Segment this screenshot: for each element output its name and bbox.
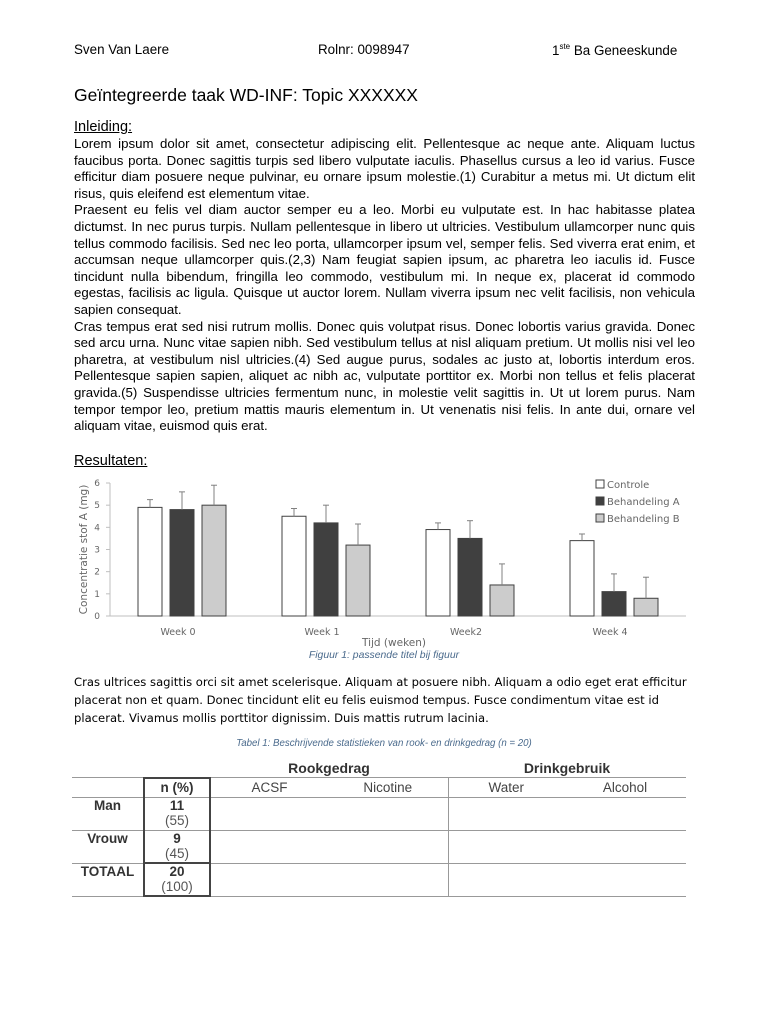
bar-controle-2 (426, 530, 450, 616)
legend-swatch (596, 480, 604, 488)
bar-behandeling-a-3 (602, 592, 626, 616)
x-tick-label: Week2 (449, 627, 483, 638)
bar-controle-3 (570, 541, 594, 616)
y-tick-label: 5 (94, 501, 100, 512)
bar-controle-1 (282, 516, 306, 616)
n-value: 9 (173, 830, 181, 846)
bar-behandeling-a-1 (314, 523, 338, 616)
row-label-totaal: TOTAAL (72, 863, 144, 896)
y-tick-label: 0 (94, 612, 100, 622)
sub-header-water: Water (448, 778, 564, 798)
legend-swatch (596, 514, 604, 522)
bar-behandeling-b-0 (202, 505, 226, 616)
intro-paragraph-3: Cras tempus erat sed nisi rutrum mollis. Donec quis volutpat risus. Donec lobortis varius gravida. Donec sed arcu urna. Nunc vitae sapien nibh. Sed vestibulum tellus at nisl aliquam pretium. Ut mollis nisi vel leo pharetra, at vestibulum nisl ultricies.(4) Sed augue purus, sodales ac justo at, lobortis interdum eros. Pellentesque sapien sapien, aliquet ac nibh ac, vulputate porttitor ex. Morbi non tellus et felis placerat gravida.(5) Suspendisse ultricies fermentum nunc, in molestie velit sagittis in. Ut ut lorem purus. Nam tempor tempor leo, pretium mattis mauris elementum in. Ut venenatis nisi felis. In ante dui, ornare vel aliquam vitae, euismod quis erat. (74, 318, 695, 434)
bar-behandeling-b-2 (490, 585, 514, 616)
n-cell-vrouw (144, 830, 210, 863)
intro-paragraph-2: Praesent eu felis vel diam auctor semper eu a leo. Morbi eu vulputate est. In hac habitasse platea dictumst. In nec purus turpis. Nullam pellentesque in libero ut ultricies. Vestibulum ullamcorper nunc quis tellus commodo facilisis. Sed nec leo porta, ullamcorper ipsum vel, semper felis. Sed viverra erat enim, et accumsan neque ullamcorper quis.(2,3) Nam feugiat sapien ipsum, ac pharetra leo iaculis id. Fusce tincidunt nulla bibendum, fringilla leo commodo, vestibulum mi. In neque ex, placerat id commodo egestas, facilisis ac ligula. Quisque ut auctor lorem. Nullam viverra ipsum nec velit facilisis, non vehicula sapien consequat. (74, 202, 695, 317)
bar-behandeling-b-1 (346, 545, 370, 616)
legend-label: Behandeling B (607, 514, 680, 525)
n-cell-totaal (144, 863, 210, 896)
program-label (552, 42, 677, 58)
legend-label: Controle (607, 480, 650, 491)
intro-paragraph-1: Lorem ipsum dolor sit amet, consectetur adipiscing elit. Pellentesque ac neque ante. Aliquam luctus faucibus porta. Donec sagittis turpis sed libero vulputate iaculis. Phasellus cursus a leo id varius. Fusce efficitur diam posuere neque pulvinar, eu ornare ipsum molestie.(1) Curabitur a metus mi. Ut dictum elit risus, quis eleifend est elementum vitae. (74, 136, 695, 201)
n-header: n (%) (144, 778, 210, 798)
y-tick-label: 1 (94, 589, 100, 600)
legend-swatch (596, 497, 604, 505)
pct-value: (55) (164, 812, 189, 828)
y-tick-label: 4 (94, 523, 100, 534)
legend-label: Behandeling A (607, 497, 680, 508)
group-header-smoking: Rookgedrag (288, 760, 370, 776)
bar-behandeling-a-2 (458, 538, 482, 616)
x-tick-label: Week 4 (592, 627, 628, 638)
table-caption: Tabel 1: Beschrijvende statistieken van rook- en drinkgedrag (n = 20) (236, 738, 532, 749)
n-value: 20 (169, 864, 185, 879)
x-axis-label: Tijd (weken) (362, 637, 426, 649)
y-axis-label: Concentratie stof A (mg) (78, 484, 90, 615)
bar-chart (74, 472, 694, 650)
sub-header-acsf: ACSF (210, 778, 328, 798)
results-paragraph: Cras ultrices sagittis orci sit amet scelerisque. Aliquam at posuere nibh. Aliquam a odio eget erat efficitur placerat non et quam. Donec tincidunt elit eu felis euismod tempus. Fusce condimentum vitae est id placerat. Vivamus mollis porttitor dignissim. Duis mattis rutrum lacinia. (74, 675, 687, 725)
document-title: Geïntegreerde taak WD-INF: Topic XXXXXX (74, 85, 418, 105)
group-header-drinking: Drinkgebruik (523, 760, 611, 776)
author-name: Sven Van Laere (74, 42, 170, 57)
figure-caption: Figuur 1: passende titel bij figuur (308, 650, 460, 661)
program-name: Ba Geneeskunde (570, 43, 678, 58)
bar-behandeling-b-3 (634, 598, 658, 616)
x-tick-label: Week 1 (304, 627, 340, 638)
n-cell-man (144, 797, 210, 830)
intro-body (74, 136, 695, 435)
pct-value: (45) (164, 845, 189, 861)
sub-header-alcohol: Alcohol (564, 778, 686, 798)
bar-controle-0 (138, 507, 162, 616)
n-value: 11 (169, 797, 185, 813)
sub-header-nicotine: Nicotine (328, 778, 448, 798)
row-label-man: Man (72, 797, 144, 830)
y-tick-label: 6 (94, 479, 100, 489)
year-number: 1 (552, 43, 560, 58)
x-tick-label: Week 0 (160, 627, 196, 638)
year-suffix: ste (559, 42, 571, 51)
results-heading: Resultaten: (74, 453, 148, 469)
stats-table (72, 759, 686, 897)
roll-number: Rolnr: 0098947 (318, 42, 410, 57)
pct-value: (100) (161, 879, 193, 894)
bar-behandeling-a-0 (170, 510, 194, 616)
y-tick-label: 2 (94, 567, 100, 578)
y-tick-label: 3 (94, 545, 100, 556)
intro-heading: Inleiding: (74, 119, 133, 135)
row-label-vrouw: Vrouw (72, 830, 144, 863)
